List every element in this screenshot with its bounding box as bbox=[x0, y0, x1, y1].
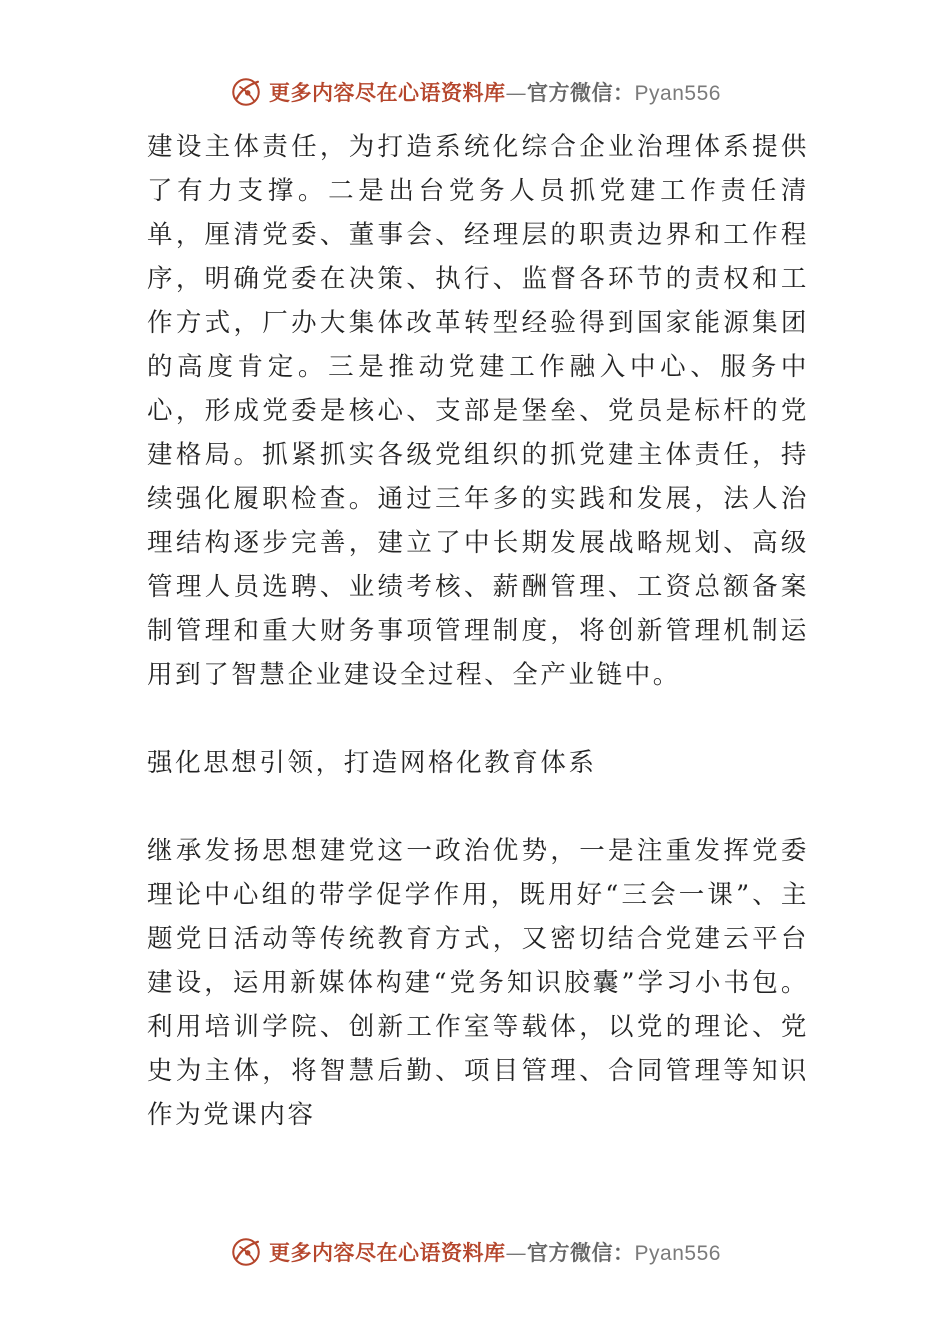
document-body bbox=[147, 125, 809, 1137]
footer-banner bbox=[0, 1232, 950, 1272]
header-banner-text bbox=[269, 77, 721, 107]
footer-brand: 更多内容尽在心语资料库 bbox=[269, 1240, 506, 1265]
footer-banner-text bbox=[269, 1237, 721, 1267]
body-paragraph-1: 建设主体责任，为打造系统化综合企业治理体系提供了有力支撑。二是出台党务人员抓党建工作责任清单，厘清党委、董事会、经理层的职责边界和工作程序，明确党委在决策、执行、监督各环节的责权和工作方式，厂办大集体改革转型经验得到国家能源集团的高度肯定。三是推动党建工作融入中心、服务中心，形成党委是核心、支部是堡垒、党员是标杆的党建格局。抓紧抓实各级党组织的抓党建主体责任，持续强化履职检查。通过三年多的实践和发展，法人治理结构逐步完善，建立了中长期发展战略规划、高级管理人员选聘、业绩考核、薪酬管理、工资总额备案制管理和重大财务事项管理制度，将创新管理机制运用到了智慧企业建设全过程、全产业链中。 bbox=[147, 132, 809, 690]
paragraph-spacer bbox=[147, 785, 809, 829]
footer-wechat-label: 官方微信： bbox=[527, 1240, 635, 1265]
footer-wechat-id: Pyan556 bbox=[634, 1242, 721, 1265]
section-heading: 强化思想引领，打造网格化教育体系 bbox=[147, 748, 597, 778]
footer-separator: — bbox=[505, 1241, 528, 1265]
header-separator: — bbox=[505, 81, 528, 105]
header-wechat-label: 官方微信： bbox=[527, 80, 635, 105]
header-banner bbox=[0, 72, 950, 112]
library-logo-icon bbox=[229, 1235, 263, 1269]
body-paragraph-2: 继承发扬思想建党这一政治优势，一是注重发挥党委理论中心组的带学促学作用，既用好“三会一课”、主题党日活动等传统教育方式，又密切结合党建云平台建设，运用新媒体构建“党务知识胶囊”学习小书包。利用培训学院、创新工作室等载体，以党的理论、党史为主体，将智慧后勤、项目管理、合同管理等知识作为党课内容 bbox=[147, 836, 809, 1130]
library-logo-icon bbox=[229, 75, 263, 109]
paragraph-spacer bbox=[147, 697, 809, 741]
header-brand: 更多内容尽在心语资料库 bbox=[269, 80, 506, 105]
header-wechat-id: Pyan556 bbox=[634, 82, 721, 105]
